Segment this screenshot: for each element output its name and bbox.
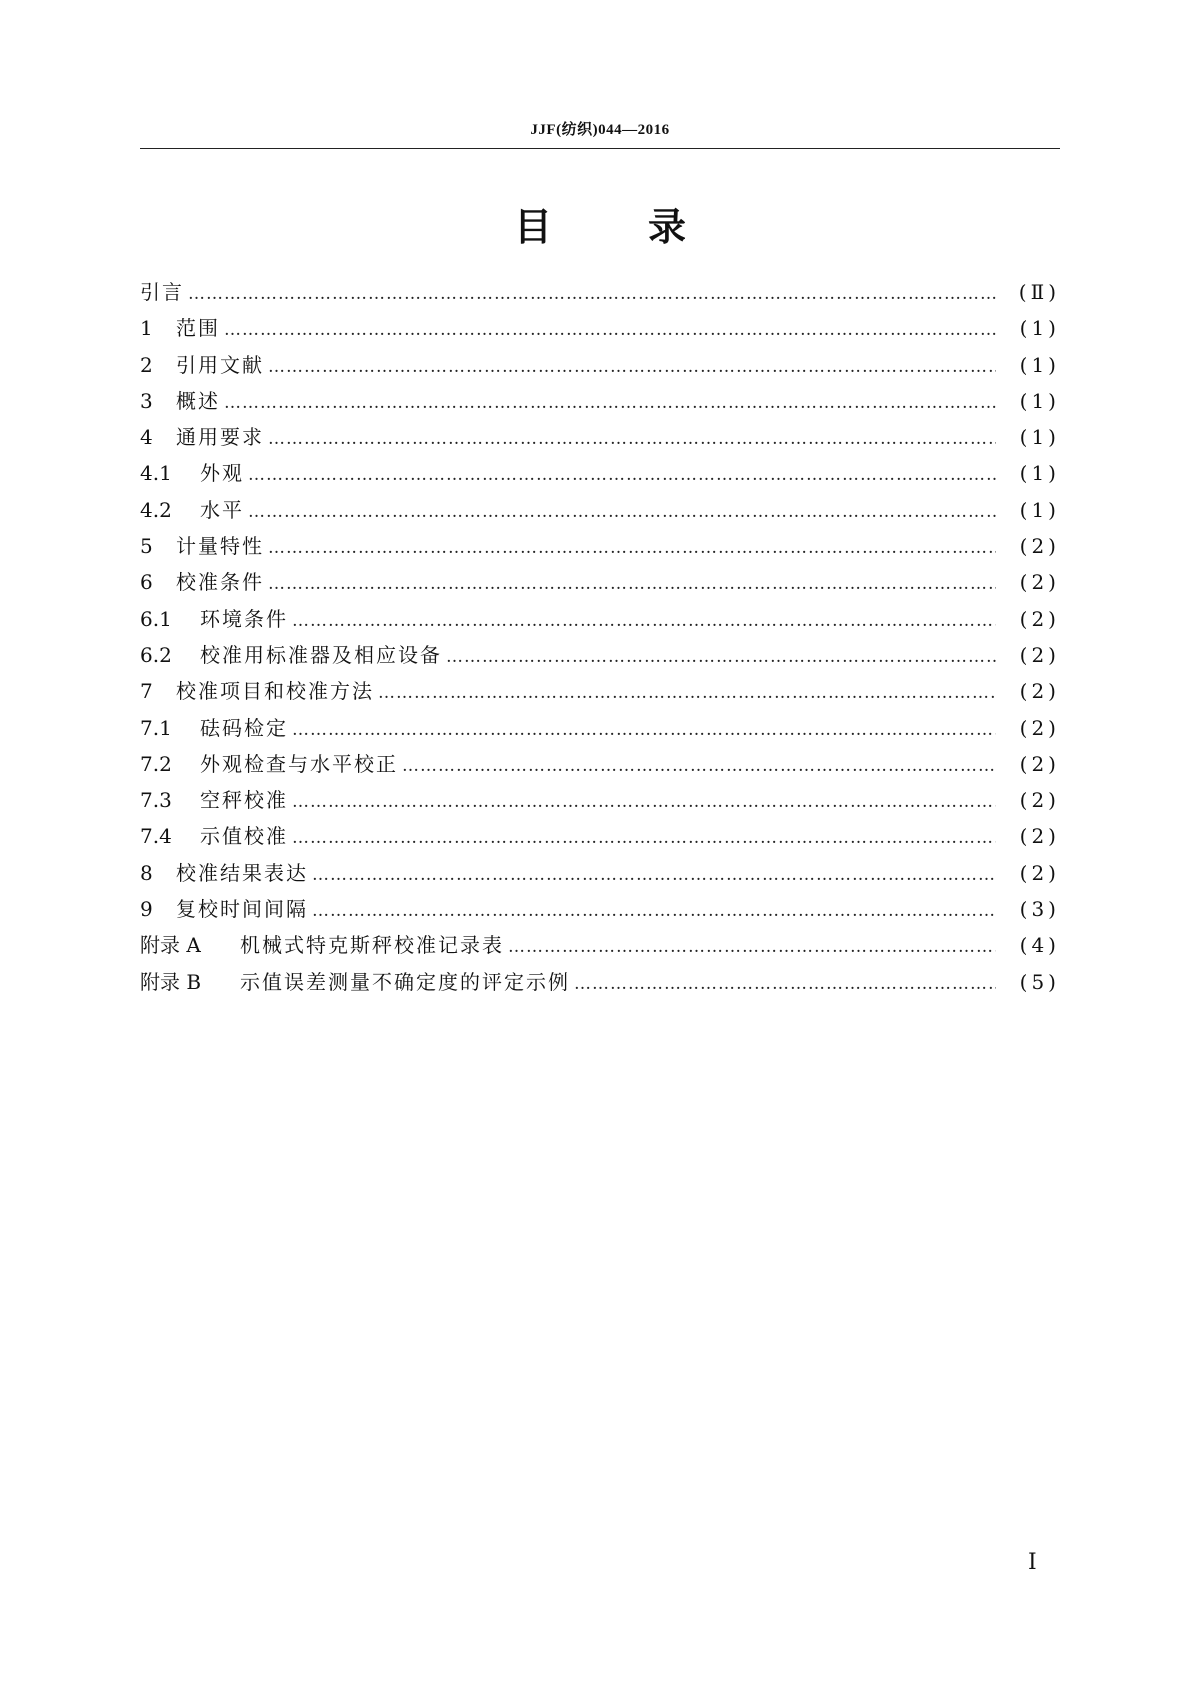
toc-entry-number: 1 — [140, 316, 153, 341]
toc-entry-label: 通用要求 — [176, 425, 264, 450]
toc-entry-4[interactable] — [140, 421, 1060, 457]
toc-entry-2[interactable] — [140, 349, 1060, 385]
toc-entry-label: 校准结果表达 — [176, 860, 308, 885]
page-title-char-1: 目 — [513, 205, 552, 249]
page-title-char-2: 录 — [648, 205, 687, 249]
toc-entry-page: (4) — [1019, 933, 1060, 958]
toc-entry-page: (1) — [1019, 425, 1060, 450]
toc-entry-3[interactable] — [140, 385, 1060, 421]
toc-entry-page: (2) — [1019, 788, 1060, 813]
toc-dot-leader — [248, 465, 996, 485]
toc-entry-number: 5 — [140, 534, 153, 559]
toc-entry-label: 机械式特克斯秤校准记录表 — [240, 933, 504, 958]
toc-entry-page: (2) — [1019, 860, 1060, 885]
toc-entry-label: 校准用标准器及相应设备 — [200, 642, 442, 667]
toc-entry-label: 外观 — [200, 461, 244, 486]
toc-entry-page: (2) — [1019, 642, 1060, 667]
toc-dot-leader — [378, 683, 996, 703]
toc-dot-leader — [224, 393, 996, 413]
toc-entry-label: 复校时间间隔 — [176, 897, 308, 922]
toc-entry-label: 外观检查与水平校正 — [200, 751, 398, 776]
toc-entry-page: (2) — [1019, 679, 1060, 704]
toc-entry-4-1[interactable] — [140, 457, 1060, 493]
toc-entry-6[interactable] — [140, 566, 1060, 602]
toc-dot-leader — [446, 647, 996, 667]
toc-dot-leader — [292, 828, 996, 848]
toc-dot-leader — [292, 792, 996, 812]
toc-entry-number: 7.3 — [140, 788, 172, 813]
toc-entry-number: 7 — [140, 679, 153, 704]
toc-entry-label: 环境条件 — [200, 606, 288, 631]
toc-entry-label: 范围 — [176, 316, 220, 341]
toc-dot-leader — [292, 611, 996, 631]
toc-entry-7-3[interactable] — [140, 784, 1060, 820]
document-code-header: JJF(纺织)044—2016 — [530, 122, 670, 138]
toc-entry-5[interactable] — [140, 530, 1060, 566]
toc-entry-page: (1) — [1019, 461, 1060, 486]
toc-entry-label: 校准项目和校准方法 — [176, 679, 374, 704]
toc-entry-label: 概述 — [176, 388, 220, 413]
toc-entry-page: (2) — [1019, 824, 1060, 849]
toc-dot-leader — [292, 720, 996, 740]
toc-entry-page: (1) — [1019, 352, 1060, 377]
toc-entry-number: 7.1 — [140, 715, 172, 740]
toc-entry-label: 引用文献 — [176, 352, 264, 377]
toc-entry-page: (Ⅱ) — [1018, 280, 1060, 304]
toc-entry-7-1[interactable] — [140, 712, 1060, 748]
toc-entry-number: 7.4 — [140, 824, 172, 849]
toc-entry-number: 6 — [140, 570, 153, 595]
toc-entry-7-4[interactable] — [140, 820, 1060, 856]
toc-entry-number: 附录 B — [140, 969, 202, 994]
toc-entry-page: (3) — [1019, 897, 1060, 922]
toc-dot-leader — [248, 502, 996, 522]
toc-dot-leader — [224, 320, 996, 340]
toc-entry-label: 砝码检定 — [200, 715, 288, 740]
toc-entry-number: 8 — [140, 860, 153, 885]
toc-entry-intro[interactable] — [140, 276, 1060, 312]
toc-entry-number: 9 — [140, 897, 153, 922]
toc-dot-leader — [312, 901, 996, 921]
toc-entry-page: (1) — [1019, 388, 1060, 413]
toc-entry-page: (2) — [1019, 751, 1060, 776]
toc-entry-9[interactable] — [140, 893, 1060, 929]
page-title — [140, 196, 1060, 251]
page-folio: Ⅰ — [1028, 1549, 1037, 1574]
toc-entry-7-2[interactable] — [140, 748, 1060, 784]
toc-entry-page: (1) — [1019, 316, 1060, 341]
toc-dot-leader — [268, 357, 996, 377]
toc-entry-page: (2) — [1019, 534, 1060, 559]
toc-entry-number: 6.1 — [140, 606, 172, 631]
toc-entry-1[interactable] — [140, 312, 1060, 348]
toc-entry-page: (2) — [1019, 715, 1060, 740]
toc-entry-8[interactable] — [140, 857, 1060, 893]
toc-entry-page: (5) — [1019, 969, 1060, 994]
toc-entry-number: 2 — [140, 352, 153, 377]
toc-entry-6-2[interactable] — [140, 639, 1060, 675]
toc-entry-label: 示值校准 — [200, 824, 288, 849]
toc-entry-number: 4.1 — [140, 461, 172, 486]
toc-dot-leader — [268, 574, 996, 594]
toc-entry-4-2[interactable] — [140, 494, 1060, 530]
toc-entry-appendix-a[interactable] — [140, 929, 1060, 965]
toc-dot-leader — [508, 937, 996, 957]
toc-entry-label: 示值误差测量不确定度的评定示例 — [240, 969, 570, 994]
toc-entry-number: 附录 A — [140, 933, 201, 958]
toc-entry-page: (2) — [1019, 606, 1060, 631]
toc-dot-leader — [268, 429, 996, 449]
toc-entry-number: 3 — [140, 388, 153, 413]
toc-entry-6-1[interactable] — [140, 603, 1060, 639]
toc-entry-page: (2) — [1019, 570, 1060, 595]
toc-entry-label: 计量特性 — [176, 534, 264, 559]
toc-entry-number: 6.2 — [140, 642, 172, 667]
toc-entry-label: 引言 — [140, 280, 184, 304]
toc-dot-leader — [188, 284, 996, 304]
toc-dot-leader — [402, 756, 996, 776]
toc-dot-leader — [268, 538, 996, 558]
toc-entry-number: 4.2 — [140, 497, 172, 522]
toc-entry-label: 校准条件 — [176, 570, 264, 595]
header-rule — [140, 148, 1060, 149]
toc-entry-label: 水平 — [200, 497, 244, 522]
table-of-contents — [140, 276, 1060, 1002]
toc-entry-7[interactable] — [140, 675, 1060, 711]
toc-entry-page: (1) — [1019, 497, 1060, 522]
toc-entry-appendix-b[interactable] — [140, 966, 1060, 1002]
toc-entry-number: 7.2 — [140, 751, 172, 776]
toc-entry-number: 4 — [140, 425, 153, 450]
toc-dot-leader — [574, 974, 996, 994]
toc-entry-label: 空秤校准 — [200, 788, 288, 813]
toc-dot-leader — [312, 865, 996, 885]
